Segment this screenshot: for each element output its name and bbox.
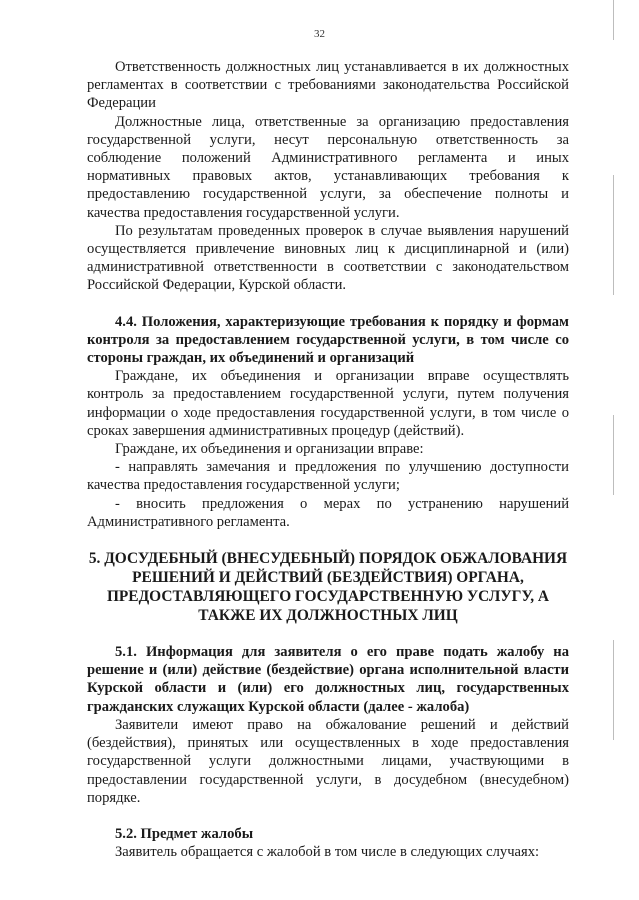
spacer <box>87 807 569 825</box>
list-item-proposals: - вносить предложения о мерах по устранению нарушений Административного регламента. <box>87 495 569 530</box>
paragraph-officials-liability: Должностные лица, ответственные за организацию предоставления государственной услуги, несут персональную ответственность за соблюдение положений Административного регламента и иных нормативных правовых актов, устанавливающих требования к предоставлению государственной услуги, за обеспечение полноты и качества предоставления государственной услуги. <box>87 113 569 221</box>
paragraph-citizen-control: Граждане, их объединения и организации вправе осуществлять контроль за предоставлением государственной услуги, путем получения информации о ходе предоставления государственной услуги, в том числе о сроках завершения административных процедур (действий). <box>87 368 569 439</box>
paragraph-citizen-rights-intro: Граждане, их объединения и организации вправе: <box>115 441 424 458</box>
scan-edge-mark <box>613 640 614 740</box>
heading-5-2: 5.2. Предмет жалобы <box>115 825 254 842</box>
scan-edge-mark <box>613 415 614 495</box>
page-number: 32 <box>314 28 325 40</box>
heading-4-4: 4.4. Положения, характеризующие требования к порядку и формам контроля за предоставлением государственной услуги, в том числе со стороны граждан, их объединений и организаций <box>87 313 569 367</box>
spacer <box>87 625 569 643</box>
scan-edge-mark <box>613 175 614 295</box>
heading-5-1: 5.1. Информация для заявителя о его праве подать жалобу на решение и (или) действие (бездействие) органа исполнительной власти Курской области и (или) его должностных лиц, государственных гражданских служащих Курской области (далее - жалоба) <box>87 644 569 715</box>
paragraph-inspection-results: По результатам проведенных проверок в случае выявления нарушений осуществляется привлечение виновных лиц к дисциплинарной и (или) административной ответственности в соответствии с законодательством Российской Федерации, Курской области. <box>87 222 569 294</box>
paragraph-complaint-cases: Заявитель обращается с жалобой в том числе в следующих случаях: <box>115 844 540 861</box>
paragraph-responsibility: Ответственность должностных лиц устанавливается в их должностных регламентах в соответствии с требованиями законодательства Российской Федерации <box>87 59 569 112</box>
document-body <box>87 58 569 861</box>
list-item-remarks: - направлять замечания и предложения по улучшению доступности качества предоставления государственной услуги; <box>87 459 569 494</box>
section-5-title: 5. ДОСУДЕБНЫЙ (ВНЕСУДЕБНЫЙ) ПОРЯДОК ОБЖАЛОВАНИЯ РЕШЕНИЙ И ДЕЙСТВИЙ (БЕЗДЕЙСТВИЯ) ОРГАНА, ПРЕДОСТАВЛЯЮЩЕГО ГОСУДАРСТВЕННУЮ УСЛУГУ, А ТАКЖЕ ИХ ДОЛЖНОСТНЫХ ЛИЦ <box>88 550 568 625</box>
scan-edge-mark <box>613 0 614 40</box>
spacer <box>87 531 569 549</box>
paragraph-appeal-right: Заявители имеют право на обжалование решений и действий (бездействия), принятых или осуществленных в ходе предоставления государственной услуги должностными лицами, участвующими в предоставлении государственной услуги, в досудебном (внесудебном) порядке. <box>87 716 569 806</box>
spacer <box>87 295 569 313</box>
